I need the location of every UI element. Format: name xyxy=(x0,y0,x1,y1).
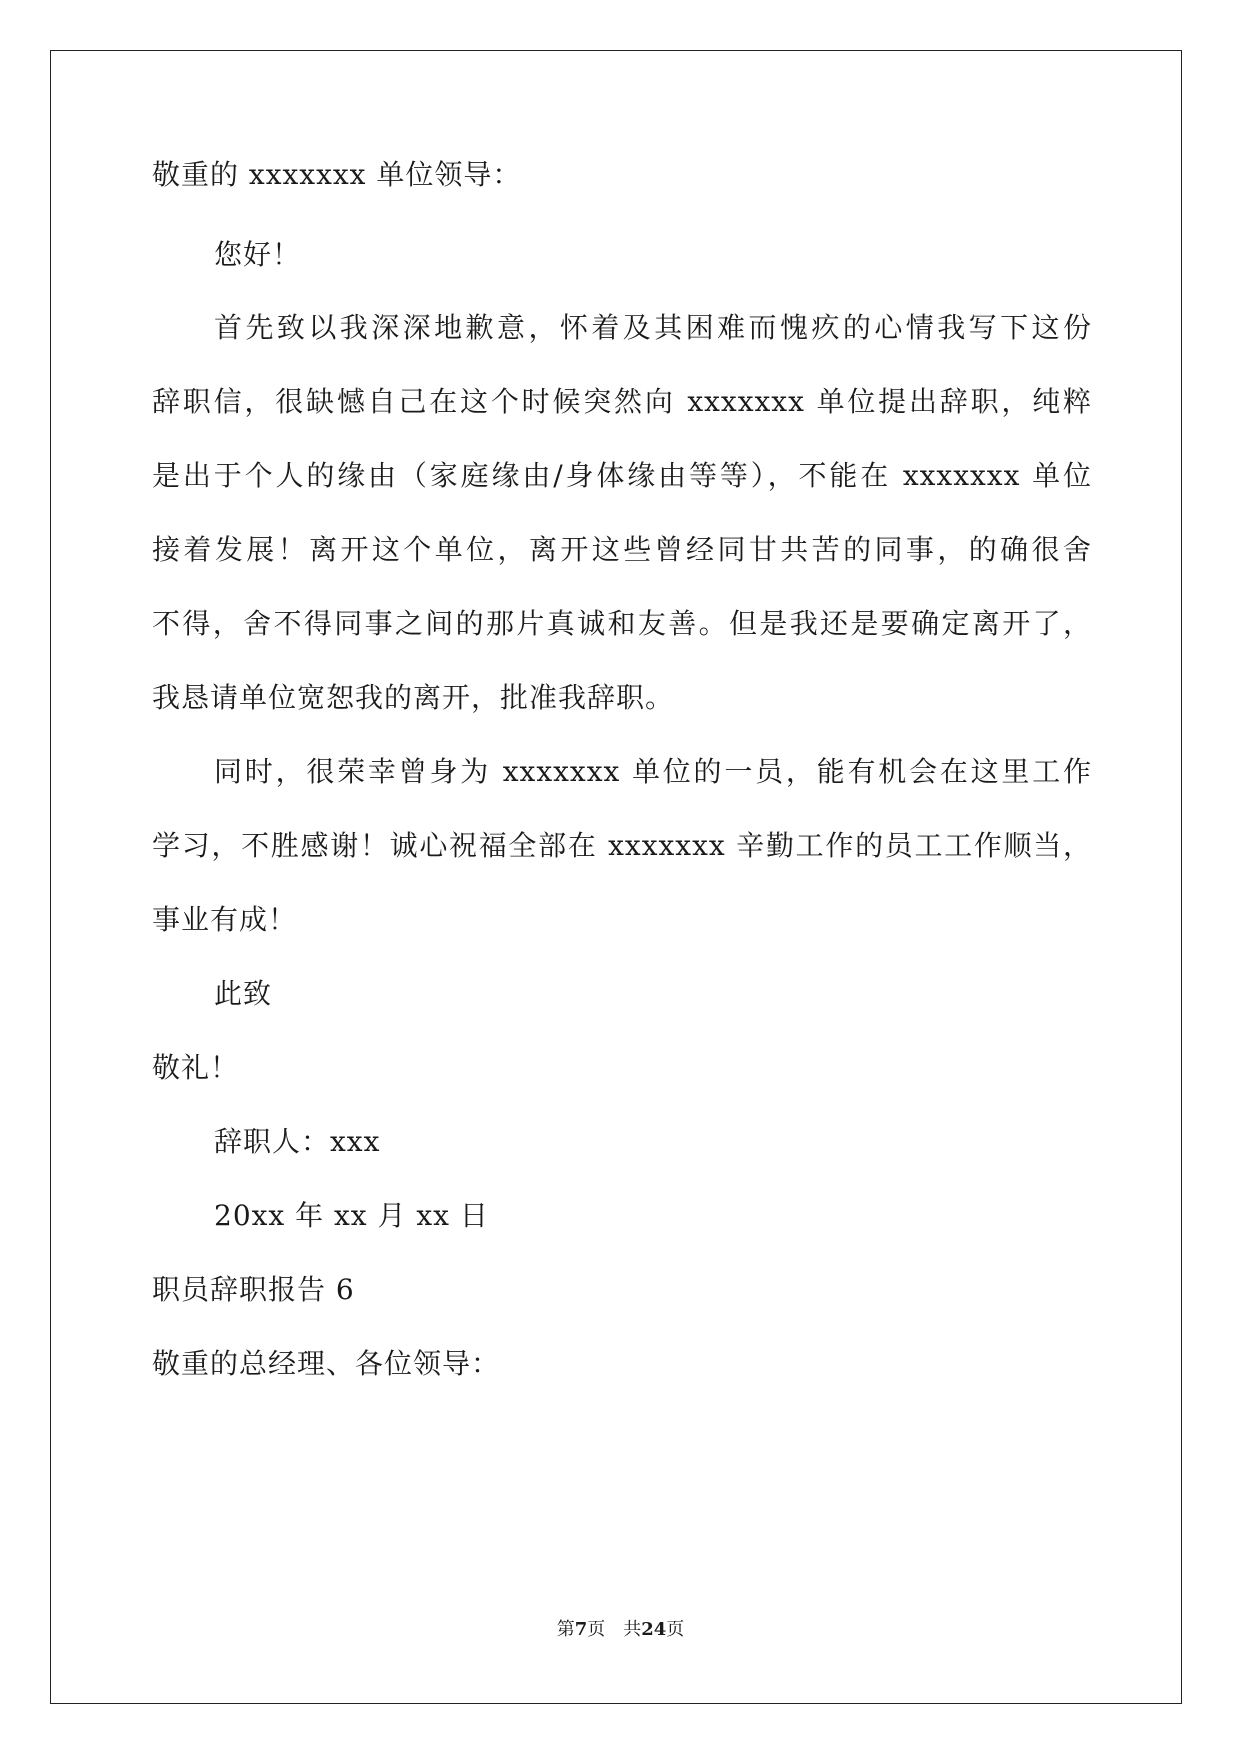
greeting: 您好！ xyxy=(214,238,302,271)
salutation: 敬重的 xxxxxxx 单位领导： xyxy=(152,158,522,191)
paragraph-2-line-1: 同时，很荣幸曾身为 xxxxxxx 单位的一员，能有机会在这里工作 xyxy=(214,755,1092,788)
footer-page-unit: 页 xyxy=(587,1619,606,1640)
paragraph-2-line-3: 事业有成！ xyxy=(152,903,298,936)
section-title: 职员辞职报告 6 xyxy=(152,1273,355,1306)
paragraph-1-line-3: 是出于个人的缘由（家庭缘由/身体缘由等等），不能在 xxxxxxx 单位 xyxy=(152,459,1092,492)
paragraph-1-line-5: 不得，舍不得同事之间的那片真诚和友善。但是我还是要确定离开了， xyxy=(152,607,1092,640)
footer-total-unit: 页 xyxy=(666,1619,685,1640)
signer: 辞职人：xxx xyxy=(214,1125,381,1158)
closing-phrase: 此致 xyxy=(214,977,273,1010)
paragraph-1-line-1: 首先致以我深深地歉意，怀着及其困难而愧疚的心情我写下这份 xyxy=(214,311,1092,344)
paragraph-1-line-2: 辞职信，很缺憾自己在这个时候突然向 xxxxxxx 单位提出辞职，纯粹 xyxy=(152,385,1092,418)
footer-total-prefix: 共 xyxy=(623,1619,642,1640)
closing-salute: 敬礼！ xyxy=(152,1051,240,1084)
paragraph-1-line-6: 我恳请单位宽恕我的离开，批准我辞职。 xyxy=(152,681,675,714)
footer-page-current: 7 xyxy=(574,1619,588,1640)
page-footer xyxy=(0,1618,1241,1642)
salutation-2: 敬重的总经理、各位领导： xyxy=(152,1347,501,1380)
footer-page-total: 24 xyxy=(641,1619,667,1640)
paragraph-1-line-4: 接着发展！离开这个单位，离开这些曾经同甘共苦的同事，的确很舍 xyxy=(152,533,1092,566)
page-border xyxy=(50,50,1182,1704)
paragraph-2-line-2: 学习，不胜感谢！诚心祝福全部在 xxxxxxx 辛勤工作的员工工作顺当， xyxy=(152,829,1092,862)
date: 20xx 年 xx 月 xx 日 xyxy=(214,1199,489,1232)
footer-page-prefix: 第 xyxy=(556,1619,575,1640)
